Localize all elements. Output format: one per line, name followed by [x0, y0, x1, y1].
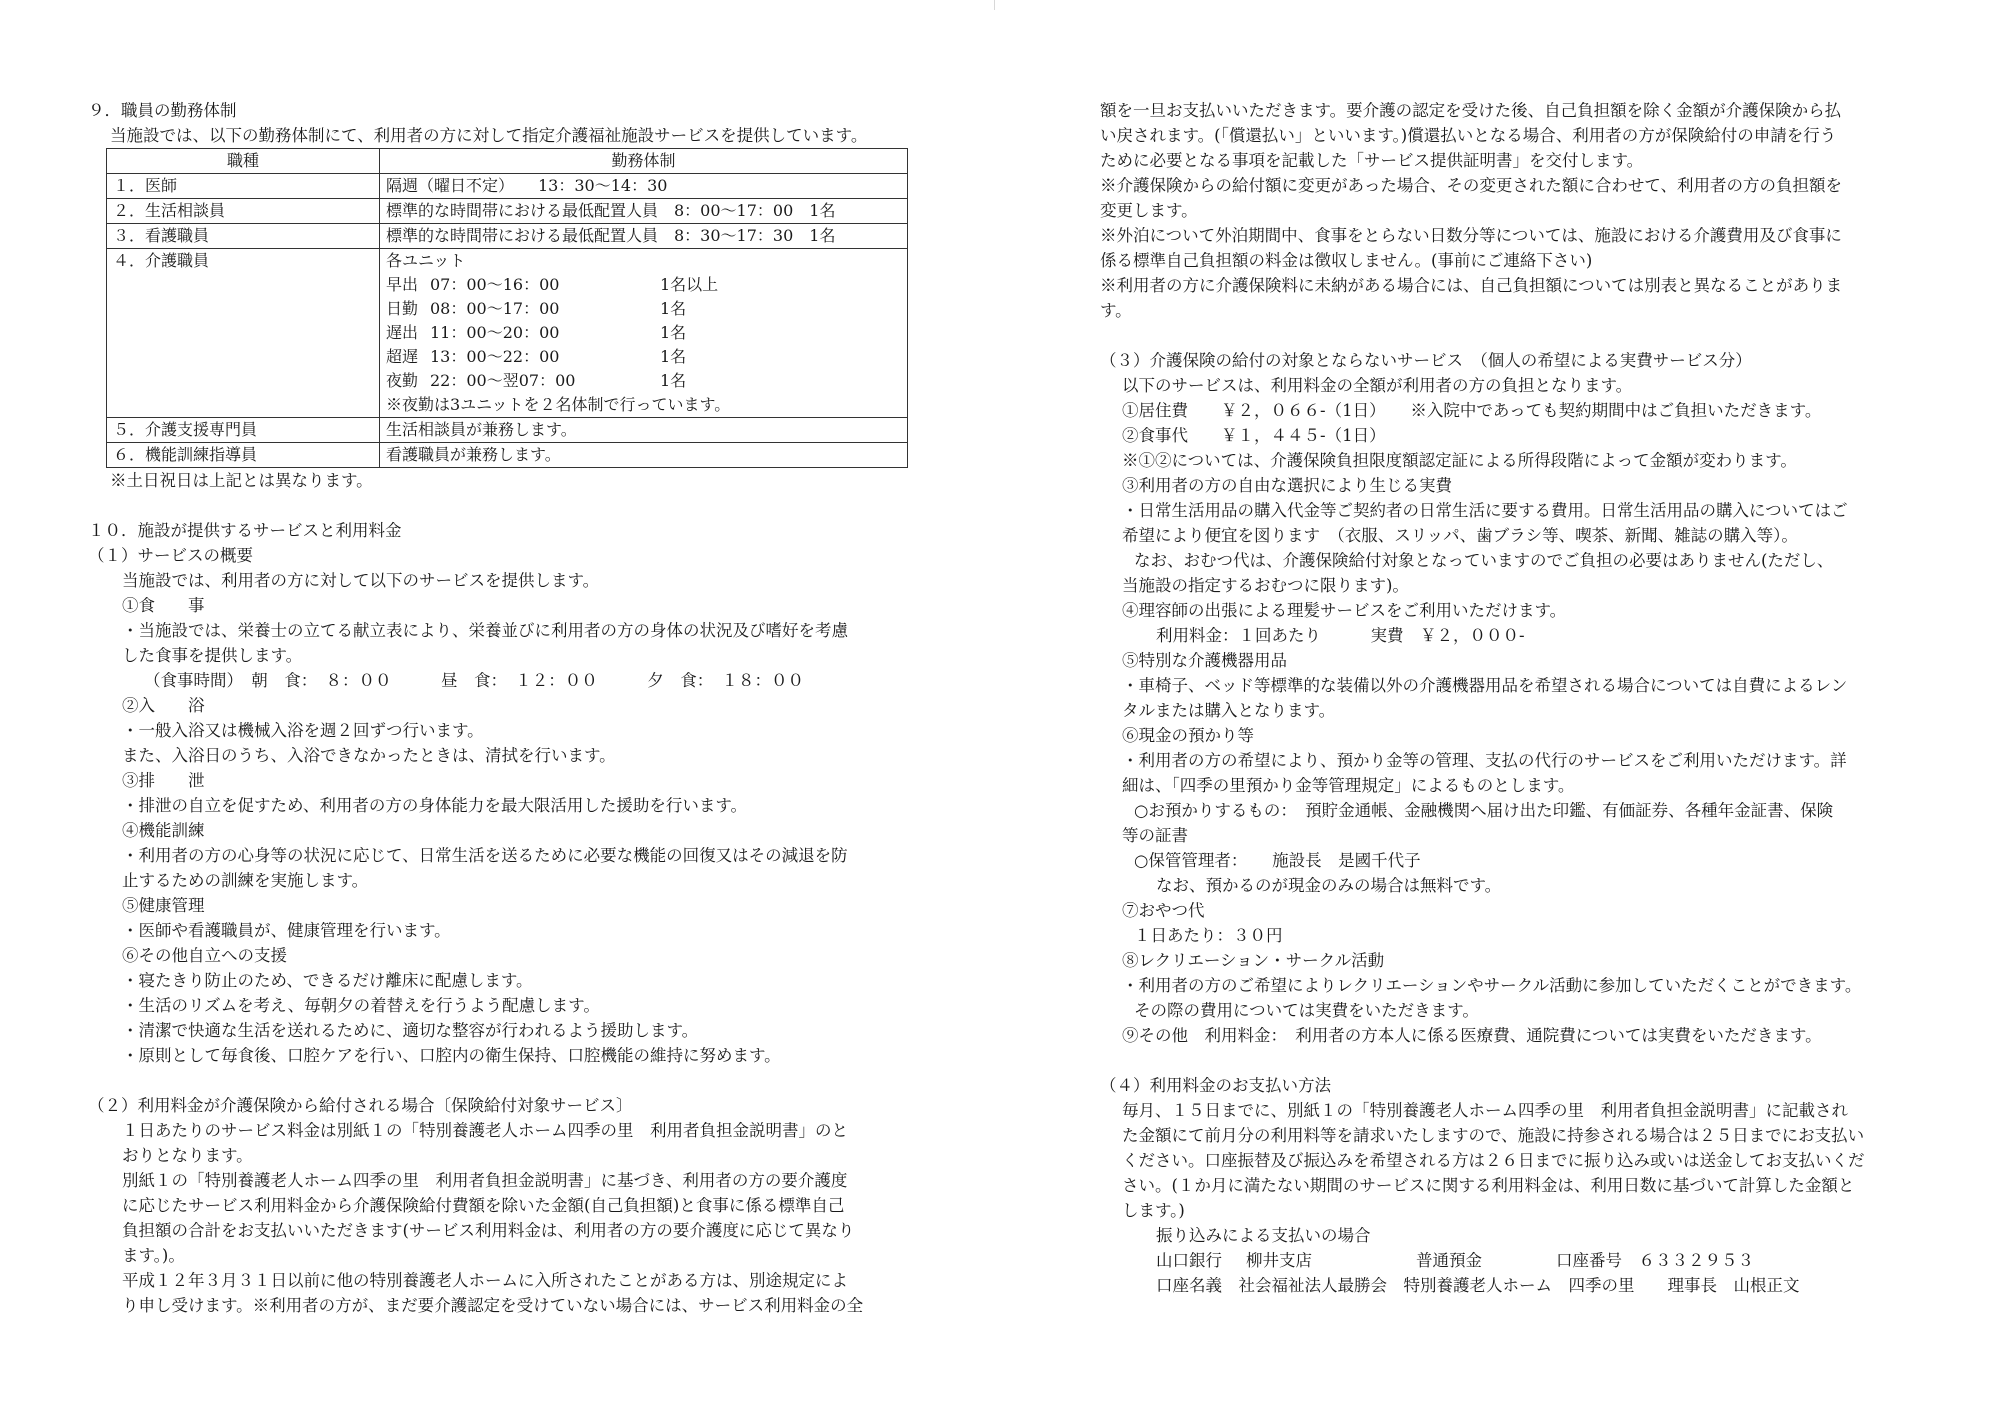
transfer-title: 振り込みによる支払いの場合	[1156, 1226, 1371, 1245]
table-header-row	[107, 149, 908, 174]
continued-line: 額を一旦お支払いいただきます。要介護の認定を受けた後、自己負担額を除く金額が介護保険から払	[1100, 101, 1842, 120]
shift-name: 日勤	[386, 299, 419, 318]
account-holder: 口座名義 社会福祉法人最勝会 特別養護老人ホーム 四季の里 理事長 山根正文	[1156, 1276, 1800, 1295]
excretion-line: ・排泄の自立を促すため、利用者の方の身体能力を最大限活用した援助を行います。	[122, 796, 748, 815]
meal-fee: ②食事代 ￥１，４４５-（1日）	[1122, 426, 1386, 445]
continued-line: ※利用者の方に介護保険料に未納がある場合には、自己負担額については別表と異なることがありま	[1100, 276, 1843, 295]
cash-custody-line: 等の証書	[1122, 826, 1188, 845]
section-9-title: ９．職員の勤務体制	[88, 101, 237, 120]
continued-line: ※介護保険からの給付額に変更があった場合、その変更された額に合わせて、利用者の方の負担額を	[1100, 176, 1843, 195]
payment-line: ください。口座振替及び振込みを希望される方は２６日までに振り込み或いは送金してお支払いくだ	[1122, 1151, 1865, 1170]
section-10-title: １０．施設が提供するサービスと利用料金	[88, 521, 402, 540]
account-type: 普通預金	[1416, 1251, 1482, 1270]
shift-count: 1名	[660, 371, 687, 390]
night-shift-note: ※夜勤は3ユニットを２名体制で行っています。	[386, 395, 731, 414]
equipment-title: ⑤特別な介護機器用品	[1122, 651, 1287, 670]
meal-line: ・当施設では、栄養士の立てる献立表により、栄養並びに利用者の方の身体の状況及び嗜好を考慮	[122, 621, 848, 640]
subsection-3-intro: 以下のサービスは、利用料金の全額が利用者の方の負担となります。	[1122, 376, 1633, 395]
role-cell: ２．生活相談員	[107, 199, 380, 224]
recreation-line: ・利用者の方のご希望によりレクリエーションやサークル活動に参加していただくことができます。	[1122, 976, 1862, 995]
shift-time: 11：00～20：00	[430, 323, 560, 342]
subsection-2-line: 平成１２年３月３１日以前に他の特別養護老人ホームに入所されたことがある方は、別途規定によ	[122, 1271, 848, 1290]
section-9-intro: 当施設では、以下の勤務体制にて、利用者の方に対して指定介護福祉施設サービスを提供しています。	[110, 126, 868, 145]
shift-row	[386, 321, 901, 345]
shift-time: 08：00～17：00	[430, 299, 560, 318]
subsection-2-line: おりとなります。	[122, 1146, 253, 1165]
health-line: ・医師や看護職員が、健康管理を行います。	[122, 921, 451, 940]
cash-custody-line: なお、預かるのが現金のみの場合は無料です。	[1156, 876, 1502, 895]
recreation-title: ⑧レクリエーション・サークル活動	[1122, 951, 1385, 970]
fee-note: ※①②については、介護保険負担限度額認定証による所得段階によって金額が変わります。	[1122, 451, 1797, 470]
function-training-title: ④機能訓練	[122, 821, 205, 840]
shift-time: 22：00～翌07：00	[430, 371, 576, 390]
cash-custody-line: ○お預かりするもの： 預貯金通帳、金融機関へ届け出た印鑑、有価証券、各種年金証書、保険	[1134, 801, 1834, 820]
recreation-line: その際の費用については実費をいただきます。	[1134, 1001, 1479, 1020]
payment-line: た金額にて前月分の利用料等を請求いたしますので、施設に持参される場合は２５日までにお支払い	[1122, 1126, 1865, 1145]
role-cell: ６．機能訓練指導員	[107, 443, 380, 468]
payment-line: 毎月、１５日までに、別紙１の「特別養護老人ホーム四季の里 利用者負担金説明書」に記載され	[1122, 1101, 1848, 1120]
barber-title: ④理容師の出張による理髪サービスをご利用いただけます。	[1122, 601, 1567, 620]
bath-title: ②入 浴	[122, 696, 205, 715]
subsection-3-title: （３）介護保険の給付の対象とならないサービス （個人の希望による実費サービス分）	[1100, 351, 1752, 370]
duty-cell: 生活相談員が兼務します。	[380, 418, 908, 443]
other-support-line: ・寝たきり防止のため、できるだけ離床に配慮します。	[122, 971, 533, 990]
shift-count: 1名	[660, 299, 687, 318]
right-column	[1100, 98, 1938, 1298]
shift-row	[386, 345, 901, 369]
subsection-2-line: 別紙１の「特別養護老人ホーム四季の里 利用者負担金説明書」に基づき、利用者の方の要介護度	[122, 1171, 848, 1190]
optional-expense-line: 当施設の指定するおむつに限ります)。	[1122, 576, 1409, 595]
other-support-title: ⑥その他自立への支援	[122, 946, 287, 965]
snack-title: ⑦おやつ代	[1122, 901, 1205, 920]
continued-line: 係る標準自己負担額の料金は徴収しません。(事前にご連絡下さい)	[1100, 251, 1593, 270]
shift-name: 遅出	[386, 323, 419, 342]
snack-fee: １日あたり：３０円	[1134, 926, 1283, 945]
function-training-line: 止するための訓練を実施します。	[122, 871, 369, 890]
continued-line: ※外泊について外泊期間中、食事をとらない日数分等については、施設における介護費用及び食事に	[1100, 226, 1842, 245]
table-row	[107, 224, 908, 249]
other-support-line: ・清潔で快適な生活を送れるために、適切な整容が行われるよう援助します。	[122, 1021, 699, 1040]
shift-time: 13：00～22：00	[430, 347, 560, 366]
subsection-2-line: １日あたりのサービス料金は別紙１の「特別養護老人ホーム四季の里 利用者負担金説明書」のと	[122, 1121, 848, 1140]
subsection-2-line: り申し受けます。※利用者の方が、まだ要介護認定を受けていない場合には、サービス利用料金の全	[122, 1296, 864, 1315]
cash-custody-title: ⑥現金の預かり等	[1122, 726, 1254, 745]
shift-name: 早出	[386, 275, 419, 294]
cash-custody-line: ○保管管理者： 施設長 是國千代子	[1134, 851, 1421, 870]
subsection-1-intro: 当施設では、利用者の方に対して以下のサービスを提供します。	[122, 571, 600, 590]
bank-name: 山口銀行	[1156, 1251, 1222, 1270]
account-number: 口座番号 ６３３２９５３	[1556, 1251, 1754, 1270]
subsection-4-title: （４）利用料金のお支払い方法	[1100, 1076, 1331, 1095]
duty-cell: 標準的な時間帯における最低配置人員 8：00～17：00 1名	[380, 199, 908, 224]
table-header-role: 職種	[107, 149, 380, 174]
role-cell: ４．介護職員	[107, 249, 380, 418]
health-title: ⑤健康管理	[122, 896, 205, 915]
continued-line: い戻されます。(「償還払い」といいます。)償還払いとなる場合、利用者の方が保険給付の申請を行う	[1100, 126, 1837, 145]
optional-expense-line: なお、おむつ代は、介護保険給付対象となっていますのでご負担の必要はありません(ただし、	[1134, 551, 1834, 570]
residence-fee: ①居住費 ￥２，０６６-（1日） ※入院中であっても契約期間中はご負担いただきます。	[1122, 401, 1822, 420]
meal-title: ①食 事	[122, 596, 205, 615]
role-cell: ５．介護支援専門員	[107, 418, 380, 443]
table-row	[107, 249, 908, 418]
duty-table	[106, 148, 908, 468]
optional-expense-title: ③利用者の方の自由な選択により生じる実費	[1122, 476, 1452, 495]
shift-time: 07：00～16：00	[430, 275, 560, 294]
excretion-title: ③排 泄	[122, 771, 205, 790]
other-support-line: ・原則として毎食後、口腔ケアを行い、口腔内の衛生保持、口腔機能の維持に努めます。	[122, 1046, 781, 1065]
other-support-line: ・生活のリズムを考え、毎朝夕の着替えを行うよう配慮します。	[122, 996, 600, 1015]
shift-count: 1名	[660, 347, 687, 366]
shift-row	[386, 273, 901, 297]
duty-cell	[380, 249, 908, 418]
table-row	[107, 418, 908, 443]
continued-line: 変更します。	[1100, 201, 1198, 220]
shift-name: 超遅	[386, 347, 419, 366]
table-row	[107, 174, 908, 199]
cash-custody-line: 細は、「四季の里預かり金等管理規定」によるものとします。	[1122, 776, 1575, 795]
barber-fee: 利用料金：１回あたり 実費 ￥２，０００-	[1156, 626, 1525, 645]
subsection-2-line: ます。)。	[122, 1246, 185, 1265]
continued-line: す。	[1100, 301, 1132, 320]
bank-account-row	[1100, 1248, 1938, 1273]
bath-line: ・一般入浴又は機械入浴を週２回ずつ行います。	[122, 721, 484, 740]
duty-cell: 看護職員が兼務します。	[380, 443, 908, 468]
page-divider	[994, 0, 995, 10]
duty-cell: 標準的な時間帯における最低配置人員 8：30～17：30 1名	[380, 224, 908, 249]
bath-line: また、入浴日のうち、入浴できなかったときは、清拭を行います。	[122, 746, 616, 765]
meal-line: した食事を提供します。	[122, 646, 303, 665]
cash-custody-line: ・利用者の方の希望により、預かり金等の管理、支払の代行のサービスをご利用いただけます。詳	[1122, 751, 1847, 770]
role-cell: ３．看護職員	[107, 224, 380, 249]
equipment-line: タルまたは購入となります。	[1122, 701, 1336, 720]
subsection-2-title: （２）利用料金が介護保険から給付される場合〔保険給付対象サービス〕	[88, 1096, 633, 1115]
other-fee: ⑨その他 利用料金： 利用者の方本人に係る医療費、通院費については実費をいただきます。	[1122, 1026, 1822, 1045]
shift-count: 1名	[660, 323, 687, 342]
subsection-2-line: 負担額の合計をお支払いいただきます(サービス利用料金は、利用者の方の要介護度に応じて異なり	[122, 1221, 855, 1240]
subsection-1-title: （１）サービスの概要	[88, 546, 253, 565]
continued-line: ために必要となる事項を記載した「サービス提供証明書」を交付します。	[1100, 151, 1644, 170]
shift-count: 1名以上	[660, 275, 719, 294]
optional-expense-line: ・日常生活用品の購入代金等ご契約者の日常生活に要する費用。日常生活用品の購入についてはご	[1122, 501, 1848, 520]
table-header-duty: 勤務体制	[380, 149, 908, 174]
table-note: ※土日祝日は上記とは異なります。	[110, 471, 373, 490]
unit-label: 各ユニット	[386, 251, 466, 270]
function-training-line: ・利用者の方の心身等の状況に応じて、日常生活を送るために必要な機能の回復又はその減退を防	[122, 846, 848, 865]
optional-expense-line: 希望により便宜を図ります （衣服、スリッパ、歯ブラシ等、喫茶、新聞、雑誌の購入等）。	[1122, 526, 1798, 545]
table-row	[107, 199, 908, 224]
duty-cell: 隔週（曜日不定） 13：30～14：30	[380, 174, 908, 199]
payment-line: します。)	[1122, 1201, 1185, 1220]
left-column	[88, 98, 928, 1318]
shift-row	[386, 297, 901, 321]
bank-branch: 柳井支店	[1246, 1251, 1312, 1270]
shift-row	[386, 369, 901, 393]
table-row	[107, 443, 908, 468]
shift-name: 夜勤	[386, 371, 419, 390]
equipment-line: ・車椅子、ベッド等標準的な装備以外の介護機器用品を希望される場合については自費によるレン	[1122, 676, 1848, 695]
role-cell: １．医師	[107, 174, 380, 199]
subsection-2-line: に応じたサービス利用料金から介護保険給付費額を除いた金額(自己負担額)と食事に係る標準自己	[122, 1196, 845, 1215]
meal-times: （食事時間） 朝 食： ８：００ 昼 食： １２：００ 夕 食： １８：００	[144, 671, 804, 690]
payment-line: さい。(１か月に満たない期間のサービスに関する利用料金は、利用日数に基づいて計算した金額と	[1122, 1176, 1855, 1195]
